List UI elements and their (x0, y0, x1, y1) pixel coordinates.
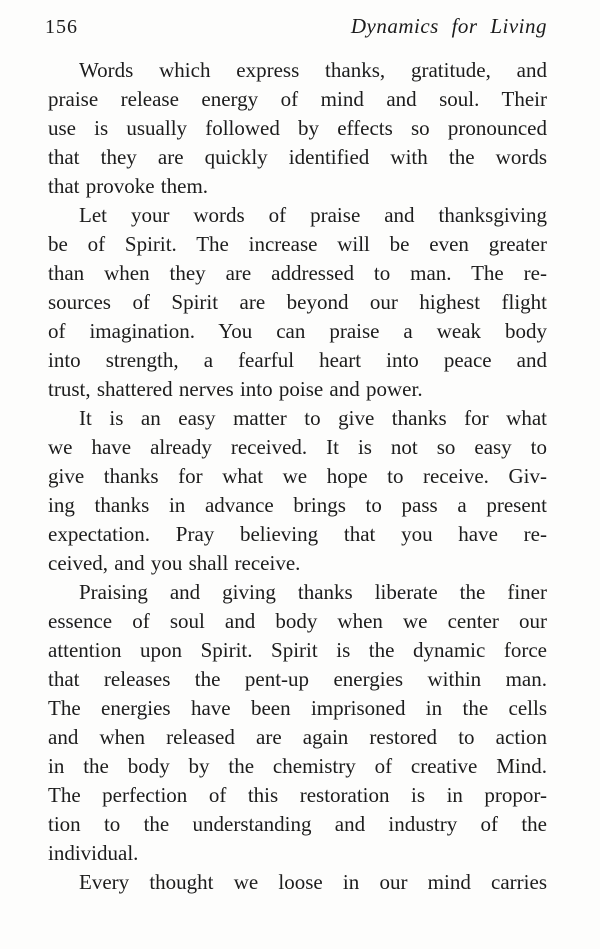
text-line: The perfection of this restoration is in propor- (48, 783, 547, 807)
text-line: sources of Spirit are beyond our highest flight (48, 290, 547, 314)
page-number: 156 (45, 16, 78, 38)
text-line: essence of soul and body when we center our (48, 609, 547, 633)
text-line: ing thanks in advance brings to pass a present (48, 493, 547, 517)
text-line: trust, shattered nerves into poise and power. (48, 377, 423, 401)
paragraph (48, 201, 547, 404)
text-line: praise release energy of mind and soul. Their (48, 87, 547, 111)
text-line: It is an easy matter to give thanks for what (79, 406, 547, 430)
text-line: we have already received. It is not so easy to (48, 435, 547, 459)
text-line: tion to the understanding and industry of the (48, 812, 547, 836)
paragraph (48, 56, 547, 201)
text-line: into strength, a fearful heart into peace and (48, 348, 547, 372)
text-line: of imagination. You can praise a weak body (48, 319, 547, 343)
text-line: Every thought we loose in our mind carries (79, 870, 547, 894)
text-line: individual. (48, 841, 139, 865)
text-line: attention upon Spirit. Spirit is the dynamic force (48, 638, 547, 662)
running-header: Dynamics for Living (350, 14, 547, 38)
text-line: in the body by the chemistry of creative Mind. (48, 754, 547, 778)
text-line: give thanks for what we hope to receive. Giv- (48, 464, 547, 488)
text-line: Let your words of praise and thanksgiving (79, 203, 547, 227)
page-header (0, 0, 600, 39)
text-line: Words which express thanks, gratitude, and (79, 58, 547, 82)
text-line: Praising and giving thanks liberate the finer (79, 580, 547, 604)
text-line: that they are quickly identified with the words (48, 145, 547, 169)
text-line: than when they are addressed to man. The re- (48, 261, 547, 285)
text-line: and when released are again restored to action (48, 725, 547, 749)
text-line: use is usually followed by effects so pronounced (48, 116, 547, 140)
text-line: The energies have been imprisoned in the cells (48, 696, 547, 720)
text-line: that provoke them. (48, 174, 209, 198)
paragraph (48, 868, 547, 897)
paragraph (48, 578, 547, 868)
text-line: be of Spirit. The increase will be even greater (48, 232, 547, 256)
page-body (0, 39, 600, 897)
text-line: ceived, and you shall receive. (48, 551, 301, 575)
paragraph (48, 404, 547, 578)
text-line: that releases the pent-up energies within man. (48, 667, 547, 691)
text-line: expectation. Pray believing that you have re- (48, 522, 547, 546)
